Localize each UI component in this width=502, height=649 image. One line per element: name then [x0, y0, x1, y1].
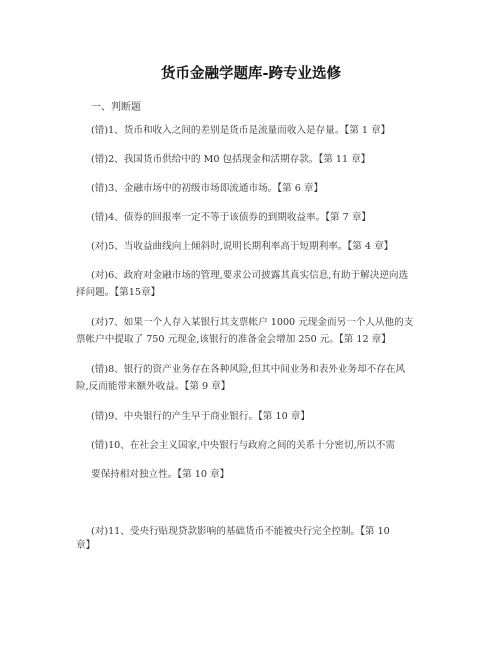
question-item	[76, 523, 428, 554]
question-line: 章】	[76, 540, 96, 551]
document-title: 货币金融学题库-跨专业选修	[160, 66, 342, 82]
question-line: (对)5、当收益曲线向上倾斜时,说明长期利率高于短期利率。【第 4 章】	[91, 241, 394, 252]
question-line: 票帐户中提取了 750 元现金,该银行的准备金会增加 250 元。【第 12 章】	[76, 334, 391, 345]
question-line: (错)2、我国货币供给中的 M0 包括现金和活期存款。【第 11 章】	[91, 154, 371, 165]
question-line: (错)1、货币和收入之间的差别是货币是流量而收入是存量。【第 1 章】	[91, 125, 391, 136]
question-line: 择问题。【第15章】	[76, 287, 161, 298]
question-line: (错)4、债券的回报率一定不等于该债券的到期收益率。【第 7 章】	[91, 212, 372, 223]
question-line: (对)11、受央行贴现贷款影响的基础货币不能被央行完全控制。【第 10	[91, 526, 390, 537]
question-line: 险,反而能带来额外收益。【第 9 章】	[76, 381, 231, 392]
section-heading: 一、判断题	[91, 102, 141, 113]
question-line: (对)6、政府对金融市场的管理,要求公司披露其真实信息,有助于解决逆向选	[91, 270, 409, 281]
question-item	[76, 361, 428, 395]
question-item	[76, 180, 428, 197]
question-item	[76, 238, 428, 255]
question-item	[76, 437, 428, 483]
question-item	[76, 408, 428, 425]
question-line: (对)7、如果一个人存入某银行其支票帐户 1000 元现金而另一个人从他的支	[91, 317, 414, 328]
question-item	[76, 209, 428, 226]
question-line: (错)3、金融市场中的初级市场即流通市场。【第 6 章】	[91, 183, 324, 194]
question-item	[76, 122, 428, 139]
question-item	[76, 267, 428, 301]
question-item	[76, 151, 428, 168]
question-line: (错)10、在社会主义国家,中央银行与政府之间的关系十分密切,所以不需	[91, 440, 396, 451]
question-line: (错)9、中央银行的产生早于商业银行。【第 10 章】	[91, 411, 310, 422]
question-line: 要保持相对独立性。【第 10 章】	[91, 469, 230, 480]
question-line: (错)8、银行的资产业务存在各种风险,但其中间业务和表外业务却不存在风	[91, 364, 406, 375]
question-item	[76, 314, 428, 348]
